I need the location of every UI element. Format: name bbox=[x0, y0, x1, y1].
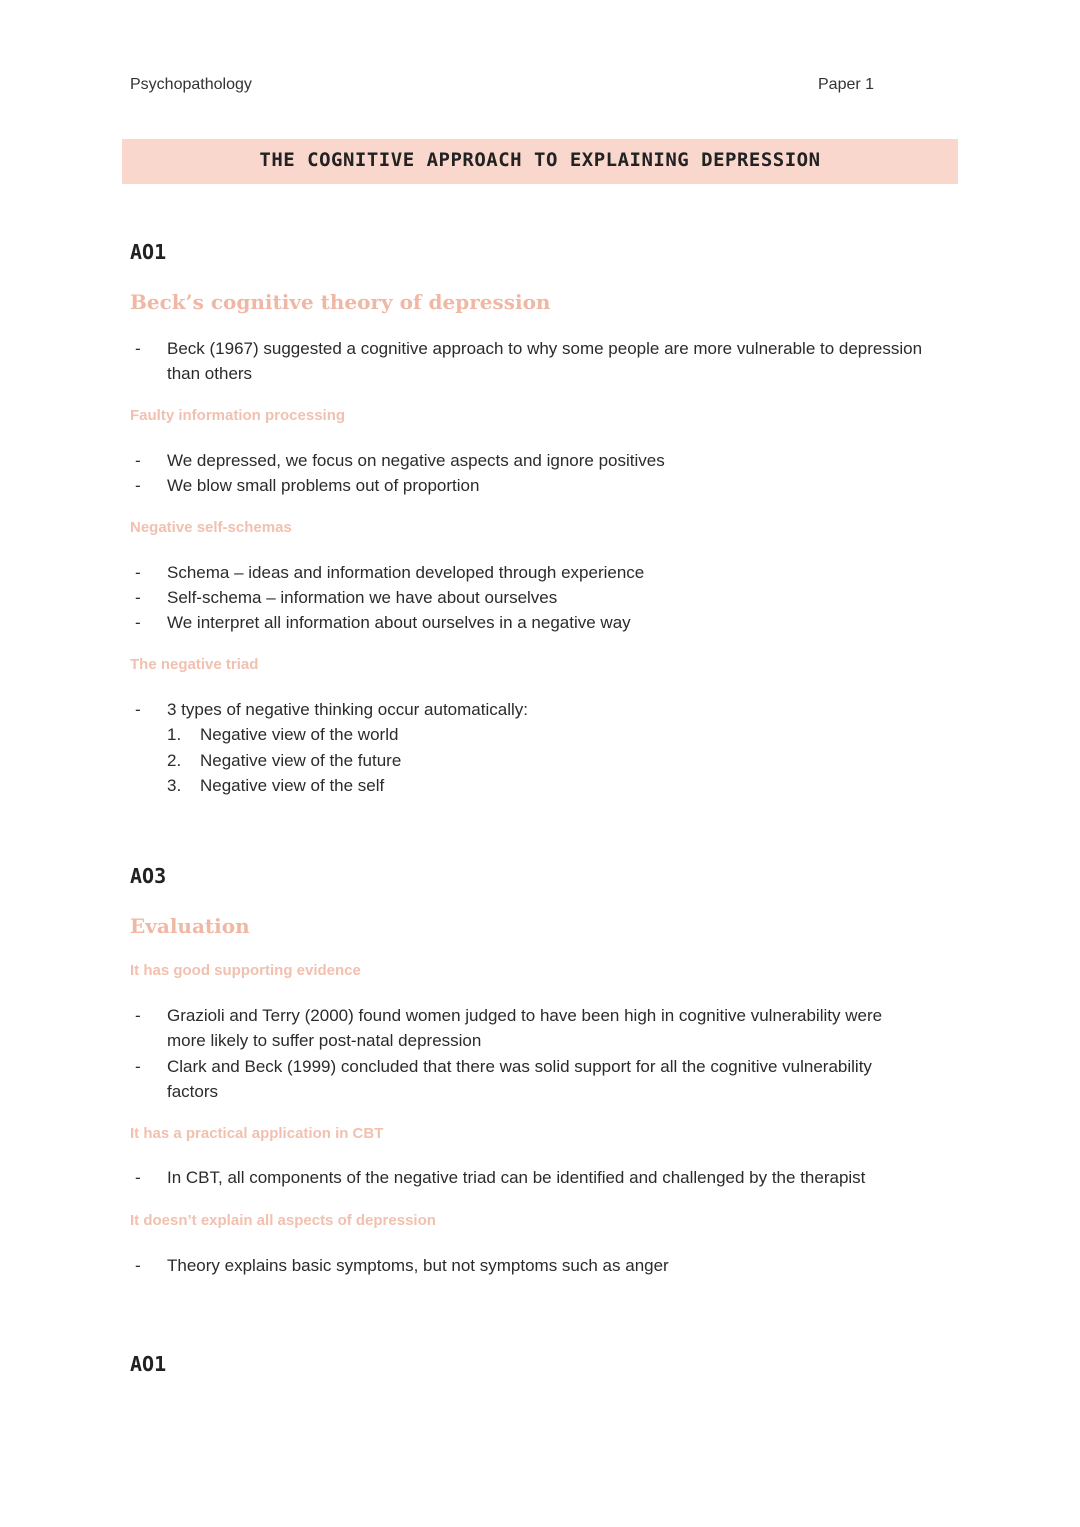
subheading-self-schemas: Negative self-schemas bbox=[130, 519, 292, 536]
subheading-limitations: It doesn’t explain all aspects of depression bbox=[130, 1212, 436, 1229]
bullet-dash: - bbox=[135, 1256, 141, 1275]
ao3-label: AO3 bbox=[130, 864, 167, 888]
header-subject: Psychopathology bbox=[130, 76, 252, 93]
ao1-bottom-label: AO1 bbox=[130, 1352, 167, 1376]
bullet-dash: - bbox=[135, 451, 141, 470]
bullet-dash: - bbox=[135, 1006, 141, 1025]
title-banner bbox=[122, 139, 958, 184]
page-title: THE COGNITIVE APPROACH TO EXPLAINING DEPRESSION bbox=[259, 149, 821, 171]
subheading-negative-triad: The negative triad bbox=[130, 656, 259, 673]
subheading-faulty-processing: Faulty information processing bbox=[130, 407, 346, 424]
bullet-dash: - bbox=[135, 476, 141, 495]
bullet-dash: - bbox=[135, 1168, 141, 1187]
ao1-heading: Beck’s cognitive theory of depression bbox=[130, 290, 551, 314]
bullet-dash: - bbox=[135, 1057, 141, 1076]
header-paper: Paper 1 bbox=[818, 76, 875, 93]
bullet-dash: - bbox=[135, 588, 141, 607]
ao1-label: AO1 bbox=[130, 240, 167, 264]
bullet-dash: - bbox=[135, 613, 141, 632]
subheading-practical-application: It has a practical application in CBT bbox=[130, 1125, 384, 1142]
subheading-supporting-evidence: It has good supporting evidence bbox=[130, 962, 361, 979]
bullet-dash: - bbox=[135, 339, 141, 358]
ao3-heading: Evaluation bbox=[130, 914, 250, 938]
bullet-dash: - bbox=[135, 700, 141, 719]
bullet-dash: - bbox=[135, 563, 141, 582]
